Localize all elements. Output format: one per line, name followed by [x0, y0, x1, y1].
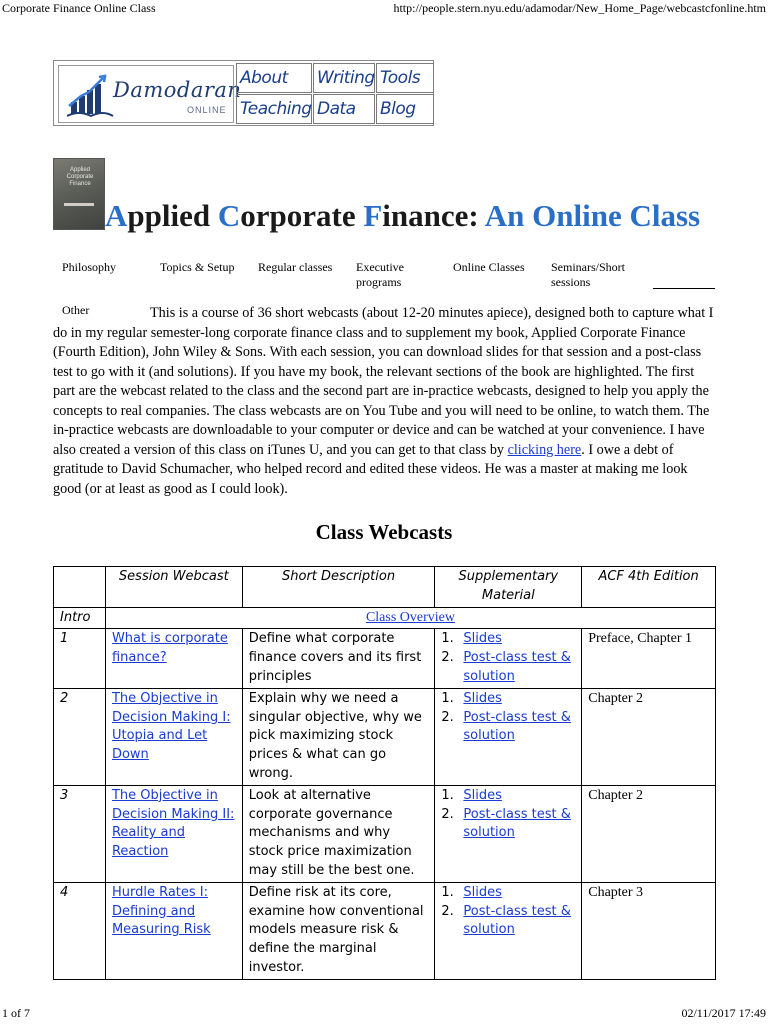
subnav-other[interactable]: Other — [62, 303, 90, 317]
top-nav — [236, 63, 434, 124]
site-logo[interactable] — [58, 65, 242, 123]
intro-text: This is a course of 36 short webcasts (about 12-20 minutes apiece), designed both to capture what I do in my regular semester-long corporate finance class and to supplement my book, Applied Corporate Finance (Fourth Edition), John Wiley & Sons. With each session, you can download slides for that session and a post-class test to go with it (and solutions). If you have my book, the relevant sections of the book are highlighted. The first part are the webcast related to the class and the second part are in-practice webcasts, designed to help you apply the concepts to real companies. The class webcasts are on You Tube and you will need to be online, to watch them. The in-practice webcasts are downloadable to your computer or device and can be watched at your convenience. I have also created a version of this class on iTunes U, and you can get to that class by — [53, 305, 714, 458]
subnav-regular[interactable]: Regular classes — [258, 260, 333, 274]
description-cell: Look at alternative corporate governance mechanisms and why stock price maximization may still be the best one. — [242, 785, 435, 882]
logo-wordmark: Damodaran — [113, 78, 242, 102]
intro-text: . I owe a debt of gratitude to David Schumacher, who helped record and edited these videos. He was a master at making me look good (or at least as good as I could look). — [53, 441, 688, 497]
print-header — [2, 1, 766, 17]
row-number: 2 — [54, 688, 106, 785]
session-cell — [105, 882, 242, 979]
slides-link[interactable]: Slides — [463, 884, 502, 900]
book-cover-image — [53, 158, 105, 230]
list-item — [441, 649, 575, 687]
material-cell — [435, 882, 582, 979]
post-class-test-link[interactable]: Post-class test & solution — [463, 806, 571, 841]
print-footer — [2, 1006, 766, 1022]
list-item — [441, 709, 575, 747]
list-number: 1. — [441, 787, 454, 803]
post-class-test-link[interactable]: Post-class test & solution — [463, 709, 571, 744]
session-link[interactable]: The Objective in Decision Making II: Reality and Reaction — [111, 787, 235, 860]
section-title: Class Webcasts — [315, 520, 453, 544]
session-cell — [105, 629, 242, 688]
description-cell: Define what corporate finance covers and its first principles — [242, 629, 435, 688]
overview-cell — [105, 607, 715, 629]
session-link[interactable]: What is corporate finance? — [111, 631, 228, 666]
intro-paragraph — [53, 304, 715, 499]
table-header: ACF 4th Edition — [582, 567, 716, 608]
list-number: 2. — [441, 903, 454, 919]
title-accent: An Online Class — [484, 198, 701, 233]
list-item — [441, 630, 575, 649]
list-number: 2. — [441, 709, 454, 725]
material-list — [441, 787, 575, 843]
slides-link[interactable]: Slides — [463, 690, 502, 706]
material-cell — [435, 688, 582, 785]
nav-tools[interactable]: Tools — [376, 63, 434, 93]
table-header: Session Webcast — [105, 567, 242, 608]
nav-writing[interactable]: Writing — [313, 63, 375, 93]
table-header — [54, 567, 106, 608]
webcasts-table — [53, 566, 716, 980]
table-row — [54, 629, 716, 688]
session-cell — [105, 785, 242, 882]
row-number: 4 — [54, 882, 106, 979]
list-item — [441, 903, 575, 941]
table-header: Supplementary Material — [435, 567, 582, 608]
list-number: 2. — [441, 650, 454, 666]
title-part: orporate — [240, 198, 364, 233]
row-number: 3 — [54, 785, 106, 882]
print-datetime: 02/11/2017 17:49 — [681, 1006, 766, 1020]
material-list — [441, 630, 575, 686]
table-header: Short Description — [242, 567, 435, 608]
book-cover-text: Applied Corporate Finance — [66, 167, 94, 187]
list-item — [441, 806, 575, 844]
description-cell: Explain why we need a singular objective, why we pick maximizing stock prices & what can go wrong. — [242, 688, 435, 785]
print-header-url: http://people.stern.nyu.edu/adamodar/New_Home_Page/webcastcfonline.htm — [393, 1, 766, 15]
title-part: A — [105, 198, 128, 233]
class-overview-link[interactable]: Class Overview — [365, 609, 455, 625]
chapter-cell: Chapter 2 — [582, 688, 716, 785]
site-banner — [53, 60, 434, 126]
title-part: C — [217, 198, 241, 233]
table-row — [54, 785, 716, 882]
subnav-rule — [653, 288, 715, 289]
table-header-row — [54, 567, 716, 608]
subnav-seminars[interactable]: Seminars/Short sessions — [551, 260, 625, 289]
bar-chart-logo-icon — [67, 72, 115, 120]
material-list — [441, 884, 575, 940]
list-number: 1. — [441, 631, 454, 647]
print-header-title: Corporate Finance Online Class — [2, 1, 156, 15]
subnav-online[interactable]: Online Classes — [453, 260, 525, 274]
chapter-cell: Chapter 2 — [582, 785, 716, 882]
table-row — [54, 882, 716, 979]
subnav-philosophy[interactable]: Philosophy — [62, 260, 117, 274]
list-item — [441, 884, 575, 903]
list-number: 2. — [441, 806, 454, 822]
title-part: F — [363, 198, 383, 233]
list-number: 1. — [441, 884, 454, 900]
chapter-cell: Preface, Chapter 1 — [582, 629, 716, 688]
itunes-link[interactable]: clicking here — [507, 441, 582, 458]
material-cell — [435, 785, 582, 882]
slides-link[interactable]: Slides — [463, 787, 502, 803]
session-link[interactable]: The Objective in Decision Making I: Utopia and Let Down — [111, 690, 231, 763]
nav-data[interactable]: Data — [313, 94, 375, 124]
logo-subtitle: ONLINE — [187, 105, 227, 115]
row-number: Intro — [54, 607, 106, 629]
title-part: inance: — [382, 198, 485, 233]
chapter-cell: Chapter 3 — [582, 882, 716, 979]
list-item — [441, 787, 575, 806]
title-part: pplied — [127, 198, 218, 233]
list-number: 1. — [441, 690, 454, 706]
post-class-test-link[interactable]: Post-class test & solution — [463, 903, 571, 938]
description-cell: Define risk at its core, examine how conventional models measure risk & define the marginal investor. — [242, 882, 435, 979]
nav-teaching[interactable]: Teaching — [236, 94, 312, 124]
row-number: 1 — [54, 629, 106, 688]
table-row-intro — [54, 607, 716, 629]
session-link[interactable]: Hurdle Rates I: Defining and Measuring Risk — [111, 884, 211, 938]
subnav-topics[interactable]: Topics & Setup — [160, 260, 235, 274]
session-cell — [105, 688, 242, 785]
book-cover-bar — [64, 203, 94, 206]
material-cell — [435, 629, 582, 688]
page-indicator: 1 of 7 — [2, 1006, 30, 1020]
material-list — [441, 690, 575, 746]
subnav-executive[interactable]: Executive programs — [356, 260, 404, 289]
page-title — [105, 198, 700, 234]
table-row — [54, 688, 716, 785]
post-class-test-link[interactable]: Post-class test & solution — [463, 650, 571, 684]
nav-blog[interactable]: Blog — [376, 94, 434, 124]
slides-link[interactable]: Slides — [463, 631, 502, 647]
nav-about[interactable]: About — [236, 63, 312, 93]
list-item — [441, 690, 575, 709]
